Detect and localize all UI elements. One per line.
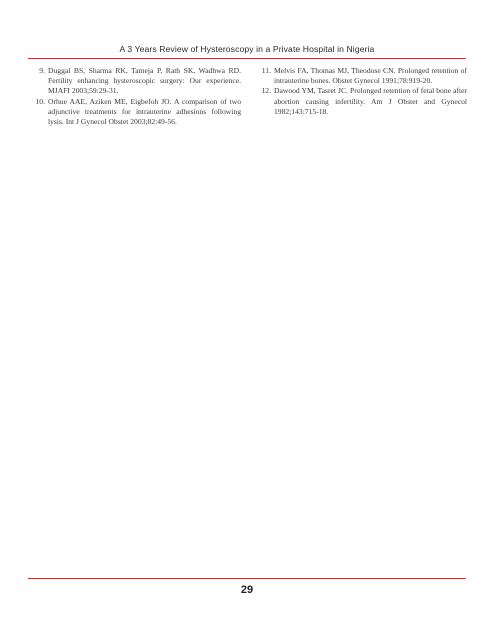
reference-item	[256, 66, 467, 86]
reference-item	[30, 66, 241, 97]
reference-item	[30, 97, 241, 128]
reference-text: Dawood YM, Tasret JC. Prolonged retention of fetal bone after abortion causing infertility. Am J Obstet and Gynecol 1982;143:715-18.	[274, 86, 467, 116]
header-rule	[28, 58, 466, 59]
reference-item	[256, 86, 467, 117]
reference-number: 12.	[261, 86, 271, 96]
reference-number: 11.	[261, 66, 271, 75]
reference-number: 9.	[39, 66, 45, 75]
references-column-left	[30, 66, 241, 127]
references-column-right	[256, 66, 467, 117]
page-number: 29	[240, 584, 254, 596]
reference-text: Duggal BS, Sharma RK, Tameja P, Rath SK, Wadhwa RD. Fertility enhancing hysteroscopic surgery: Our experience. MJAFI 2003;59:29-31.	[48, 66, 241, 96]
reference-text: Orhue AAE, Aziken ME, Eigbefoh JO. A comparison of two adjunctive treatments for intrauterine adhesions following lysis. Int J Gynecol Obstet 2003;82:49-56.	[48, 96, 241, 127]
footer-rule	[28, 578, 466, 579]
running-head: A 3 Years Review of Hysteroscopy in a Private Hospital in Nigeria	[119, 44, 375, 54]
reference-text: Melvis FA, Thomas MJ, Theodose CN. Prolonged retention of intrauterine bones. Obstet Gynecol 1991;78:919-20.	[274, 66, 467, 86]
reference-number: 10.	[35, 96, 45, 106]
